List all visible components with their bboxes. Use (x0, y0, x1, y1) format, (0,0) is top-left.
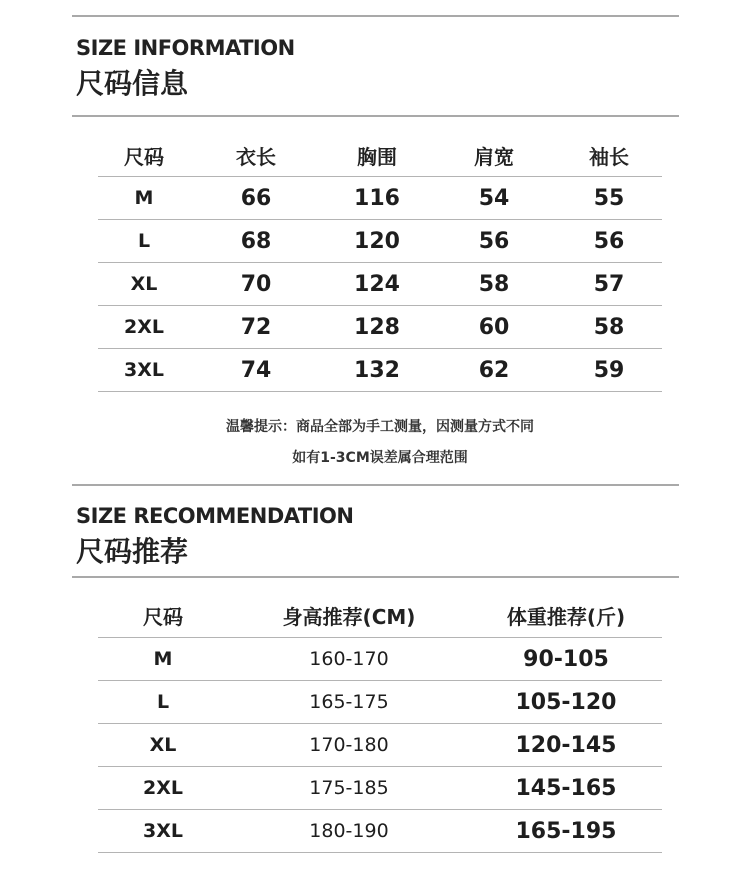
shoulder-cell: 54 (478, 185, 510, 211)
length-cell: 74 (240, 357, 272, 383)
size-cell: M (134, 187, 154, 209)
table-row (98, 177, 662, 220)
height-cell: 165-175 (309, 691, 389, 713)
sleeve-cell: 55 (593, 185, 625, 211)
sleeve-cell: 57 (593, 271, 625, 297)
size-cell: XL (149, 734, 177, 756)
size-cell: XL (130, 273, 158, 295)
table-row (98, 724, 662, 767)
shoulder-cell: 62 (478, 357, 510, 383)
sleeve-cell: 58 (593, 314, 625, 340)
header-cell: 体重推荐(斤) (506, 605, 626, 629)
height-cell: 180-190 (309, 820, 389, 842)
size-information-table (98, 134, 662, 392)
header-cell: 尺码 (143, 605, 183, 629)
shoulder-cell: 60 (478, 314, 510, 340)
table-header-row (98, 594, 662, 638)
size-cell: M (153, 648, 173, 670)
size-cell: 3XL (124, 359, 164, 381)
table-row (98, 220, 662, 263)
size-recommendation-title-zh: 尺码推荐 (76, 535, 189, 568)
table-row (98, 810, 662, 853)
weight-cell: 120-145 (515, 732, 617, 758)
size-cell: 2XL (143, 777, 183, 799)
header-cell: 袖长 (589, 144, 629, 169)
length-cell: 68 (240, 228, 272, 254)
size-information-divider (72, 115, 679, 117)
length-cell: 66 (240, 185, 272, 211)
size-recommendation-divider (72, 576, 679, 578)
size-cell: L (137, 230, 151, 252)
weight-cell: 145-165 (515, 775, 617, 801)
size-cell: 2XL (124, 316, 164, 338)
size-recommendation-table (98, 594, 662, 853)
size-information-title-en: SIZE INFORMATION (76, 36, 295, 60)
table-row (98, 681, 662, 724)
chest-cell: 132 (354, 357, 400, 383)
size-recommendation-top-divider (72, 484, 679, 486)
top-divider (72, 15, 679, 17)
measurement-note: 温馨提示：商品全部为手工测量，因测量方式不同 (226, 419, 534, 435)
table-row (98, 306, 662, 349)
table-row (98, 767, 662, 810)
chest-cell: 116 (354, 185, 400, 211)
tolerance-note: 如有1-3CM误差属合理范围 (292, 450, 468, 466)
table-row (98, 638, 662, 681)
weight-cell: 105-120 (515, 689, 617, 715)
height-cell: 175-185 (309, 777, 389, 799)
height-cell: 160-170 (309, 648, 389, 670)
header-cell: 肩宽 (474, 144, 514, 169)
shoulder-cell: 58 (478, 271, 510, 297)
header-cell: 胸围 (357, 144, 397, 169)
size-cell: L (156, 691, 170, 713)
weight-cell: 90-105 (523, 646, 609, 672)
table-row (98, 349, 662, 392)
size-cell: 3XL (143, 820, 183, 842)
chest-cell: 128 (354, 314, 400, 340)
table-row (98, 263, 662, 306)
height-cell: 170-180 (309, 734, 389, 756)
shoulder-cell: 56 (478, 228, 510, 254)
header-cell: 尺码 (124, 144, 164, 169)
header-cell: 身高推荐(CM) (282, 605, 416, 629)
length-cell: 72 (240, 314, 272, 340)
size-recommendation-title-en: SIZE RECOMMENDATION (76, 504, 354, 528)
header-cell: 衣长 (236, 144, 276, 169)
size-information-title-zh: 尺码信息 (76, 67, 189, 100)
chest-cell: 120 (354, 228, 400, 254)
sleeve-cell: 56 (593, 228, 625, 254)
table-header-row (98, 134, 662, 177)
weight-cell: 165-195 (515, 818, 617, 844)
chest-cell: 124 (354, 271, 400, 297)
sleeve-cell: 59 (593, 357, 625, 383)
length-cell: 70 (240, 271, 272, 297)
